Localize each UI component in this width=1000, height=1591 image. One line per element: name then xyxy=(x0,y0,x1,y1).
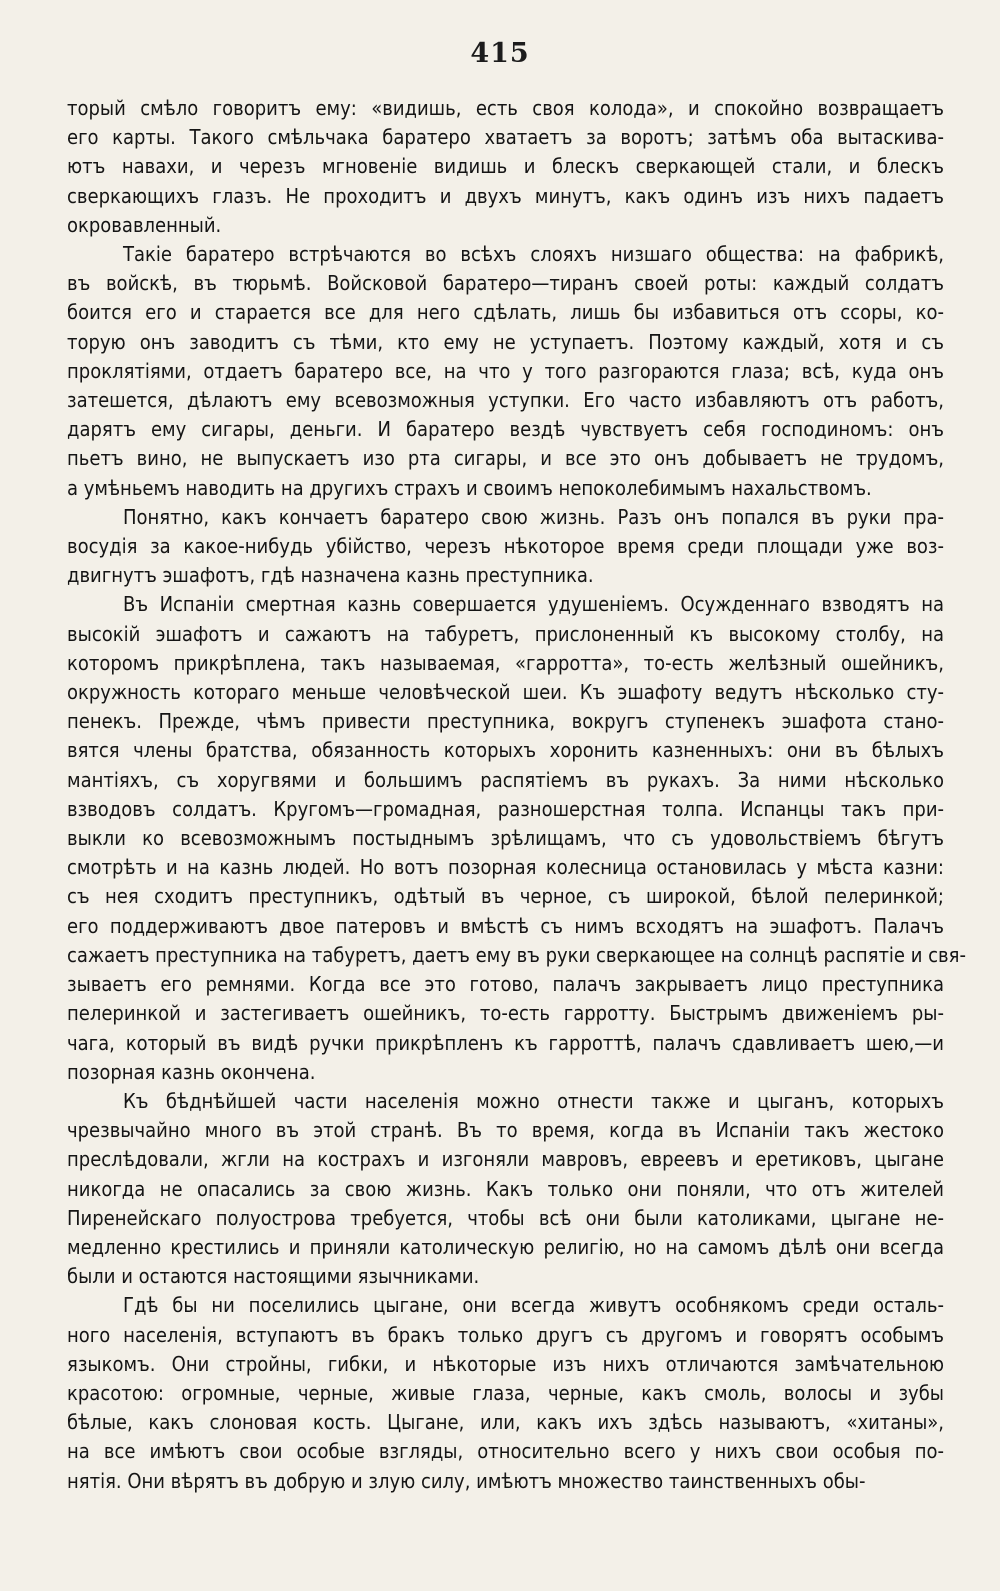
text-line: красотою: огромные, черные, живые глаза, черные, какъ смоль, волосы и зубы xyxy=(67,1380,944,1405)
text-line: чага, который въ видѣ ручки прикрѣпленъ къ гарроттѣ, палачъ сдавливаетъ шею,—и xyxy=(67,1030,944,1055)
text-line: никогда не опасались за свою жизнь. Какъ только они поняли, что отъ жителей xyxy=(67,1176,944,1201)
text-line: его поддерживаютъ двое патеровъ и вмѣстѣ съ нимъ всходятъ на эшафотъ. Палачъ xyxy=(67,913,944,938)
paragraph xyxy=(67,1087,944,1291)
text-line: которомъ прикрѣплена, такъ называемая, «гарротта», то-есть желѣзный ошейникъ, xyxy=(67,650,944,675)
text-line: Такіе баратеро встрѣчаются во всѣхъ слояхъ низшаго общества: на фабрикѣ, xyxy=(123,242,944,267)
text-line: пелеринкой и застегиваетъ ошейникъ, то-есть гарротту. Быстрымъ движеніемъ ры- xyxy=(67,1001,944,1026)
text-line: чрезвычайно много въ этой странѣ. Въ то время, когда въ Испаніи такъ жестоко xyxy=(67,1118,944,1143)
text-line: высокій эшафотъ и сажаютъ на табуретъ, прислоненный къ высокому столбу, на xyxy=(67,621,944,646)
text-line: дарятъ ему сигары, деньги. И баратеро вездѣ чувствуетъ себя господиномъ: онъ xyxy=(67,417,944,442)
text-line: выкли ко всевозможнымъ постыднымъ зрѣлищамъ, что съ удовольствіемъ бѣгутъ xyxy=(67,826,944,851)
text-line: торую онъ заводитъ съ тѣми, кто ему не уступаетъ. Поэтому каждый, хотя и съ xyxy=(67,329,944,354)
paragraph xyxy=(67,590,966,1086)
text-line: двигнутъ эшафотъ, гдѣ назначена казнь преступника. xyxy=(67,563,594,588)
text-line: Пиренейскаго полуострова требуется, чтобы всѣ они были католиками, цыгане не- xyxy=(67,1205,944,1230)
text-line: были и остаются настоящими язычниками. xyxy=(67,1264,480,1289)
text-line: позорная казнь окончена. xyxy=(67,1059,316,1084)
text-line: Понятно, какъ кончаетъ баратеро свою жизнь. Разъ онъ попался въ руки пра- xyxy=(123,504,944,529)
text-line: Въ Испаніи смертная казнь совершается удушеніемъ. Осужденнаго взводятъ на xyxy=(123,592,944,617)
text-line: Къ бѣднѣйшей части населенія можно отнести также и цыганъ, которыхъ xyxy=(123,1088,944,1113)
text-line: а умѣньемъ наводить на другихъ страхъ и своимъ непоколебимымъ нахальствомъ. xyxy=(67,475,872,500)
text-line: на все имѣютъ свои особые взгляды, относительно всего у нихъ свои особыя по- xyxy=(67,1439,944,1464)
paragraph xyxy=(67,1291,944,1495)
text-line: пенекъ. Прежде, чѣмъ привести преступника, вокругъ ступенекъ эшафота стано- xyxy=(67,709,944,734)
text-line: языкомъ. Они стройны, гибки, и нѣкоторые изъ нихъ отличаются замѣчательною xyxy=(67,1351,944,1376)
text-line: съ нея сходитъ преступникъ, одѣтый въ черное, съ широкой, бѣлой пелеринкой; xyxy=(67,884,944,909)
text-line: бѣлые, какъ слоновая кость. Цыгане, или, какъ ихъ здѣсь называютъ, «хитаны», xyxy=(67,1410,944,1435)
text-line: нятія. Они вѣрятъ въ добрую и злую силу, имѣютъ множество таинственныхъ обы- xyxy=(67,1468,866,1493)
text-line: ютъ навахи, и черезъ мгновеніе видишь и блескъ сверкающей стали, и блескъ xyxy=(67,154,944,179)
text-line: сажаетъ преступника на табуретъ, даетъ ему въ руки сверкающее на солнцѣ распятіе и свя- xyxy=(67,942,966,967)
text-line: его карты. Такого смѣльчака баратеро хватаетъ за воротъ; затѣмъ оба вытаскива- xyxy=(67,125,944,150)
text-line: сверкающихъ глазъ. Не проходитъ и двухъ минутъ, какъ одинъ изъ нихъ падаетъ xyxy=(67,183,944,208)
paragraph xyxy=(67,94,944,240)
text-line: проклятіями, отдаетъ баратеро все, на что у того разгораются глаза; всѣ, куда онъ xyxy=(67,358,944,383)
text-line: восудія за какое-нибудь убійство, черезъ нѣкоторое время среди площади уже воз- xyxy=(67,534,944,559)
text-line: торый смѣло говоритъ ему: «видишь, есть своя колода», и спокойно возвращаетъ xyxy=(67,96,944,120)
text-line: мантіяхъ, съ хоругвями и большимъ распятіемъ въ рукахъ. За ними нѣсколько xyxy=(67,767,944,792)
paragraph xyxy=(67,240,944,503)
text-line: ного населенія, вступаютъ въ бракъ только другъ съ другомъ и говорятъ особымъ xyxy=(67,1322,944,1347)
text-line: боится его и старается все для него сдѣлать, лишь бы избавиться отъ ссоры, ко- xyxy=(67,300,944,325)
page-number: 415 xyxy=(470,38,530,69)
text-line: зываетъ его ремнями. Когда все это готово, палачъ закрываетъ лицо преступника xyxy=(67,972,944,997)
paragraph xyxy=(67,503,944,591)
text-line: окружность котораго меньше человѣческой шеи. Къ эшафоту ведутъ нѣсколько сту- xyxy=(67,680,944,705)
text-line: преслѣдовали, жгли на кострахъ и изгоняли мавровъ, евреевъ и еретиковъ, цыгане xyxy=(67,1147,944,1172)
text-line: медленно крестились и приняли католическую религію, но на самомъ дѣлѣ они всегда xyxy=(67,1234,944,1259)
body-text xyxy=(67,94,966,1496)
text-line: затешется, дѣлаютъ ему всевозможныя уступки. Его часто избавляютъ отъ работъ, xyxy=(67,388,944,413)
text-line: смотрѣть и на казнь людей. Но вотъ позорная колесница остановилась у мѣста казни: xyxy=(67,855,944,880)
text-line: пьетъ вино, не выпускаетъ изо рта сигары, и все это онъ добываетъ не трудомъ, xyxy=(67,446,944,471)
text-line: вятся члены братства, обязанность которыхъ хоронить казненныхъ: они въ бѣлыхъ xyxy=(67,738,944,763)
text-line: въ войскѣ, въ тюрьмѣ. Войсковой баратеро—тиранъ своей роты: каждый солдатъ xyxy=(67,271,944,296)
text-line: Гдѣ бы ни поселились цыгане, они всегда живутъ особнякомъ среди осталь- xyxy=(123,1293,944,1318)
text-line: взводовъ солдатъ. Кругомъ—громадная, разношерстная толпа. Испанцы такъ при- xyxy=(67,796,944,821)
text-line: окровавленный. xyxy=(67,212,222,237)
